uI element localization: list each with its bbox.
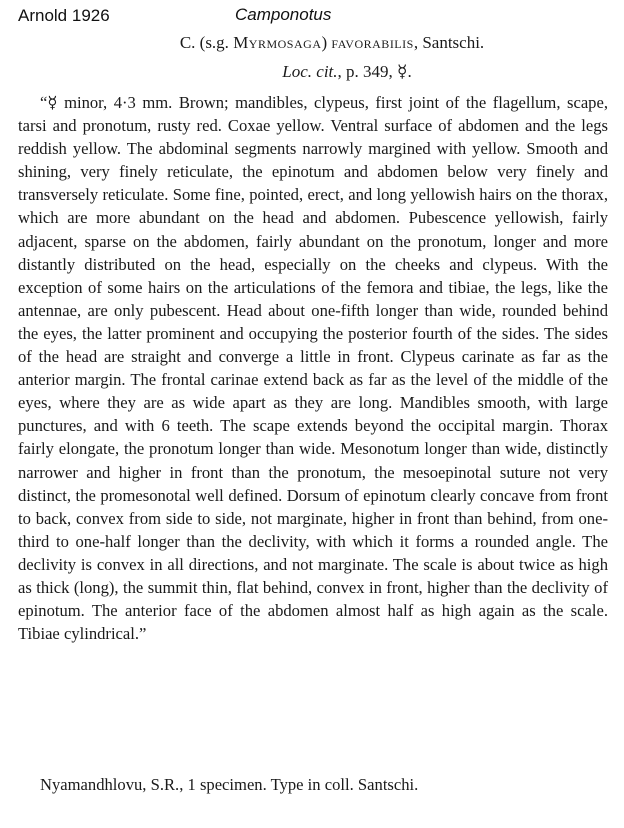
handwritten-header-note: Arnold 1926 (18, 6, 110, 25)
reference-loc-cit: Loc. cit. (282, 62, 338, 81)
species-author: , Santschi. (413, 33, 485, 52)
subgenus-name: Myrmosaga (233, 33, 322, 52)
species-name: favorabilis (331, 33, 414, 52)
species-prefix: C. (s.g. (179, 33, 234, 52)
reference-line (0, 62, 624, 82)
genus-heading: Camponotus (235, 5, 332, 24)
species-heading (0, 33, 624, 53)
reference-page: , p. 349, ☿. (337, 62, 412, 81)
locality-line: Nyamandhlovu, S.R., 1 specimen. Type in coll. Santschi. (40, 775, 419, 794)
species-mid: ) (321, 33, 332, 52)
description-paragraph: “☿ minor, 4·3 mm. Brown; mandibles, clypeus, first joint of the flagellum, scape, tarsi and pronotum, rusty red. Coxae yellow. Ventral surface of abdomen and the legs reddish yellow. The abdominal segments narrowly margined with yellow. Smooth and shining, very finely reticulate, the epinotum and abdomen below very finely and transversely reticulate. Some fine, pointed, erect, and long yellowish hairs on the thorax, which are more abundant on the head and abdomen. Pubescence yellowish, fairly adjacent, sparse on the abdomen, fairly abundant on the pronotum, longer and more distantly distributed on the head, especially on the cheeks and clypeus. With the exception of some hairs on the articulations of the femora and tibiae, the legs, like the antennae, are only pubescent. Head about one-fifth longer than wide, rounded behind the eyes, the latter prominent and occupying the posterior fourth of the sides. The sides of the head are straight and converge a little in front. Clypeus carinate as far as the anterior margin. The frontal carinae extend back as far as the level of the middle of the eyes, where they are as wide apart as they are long. Mandibles smooth, with large punctures, and with 6 teeth. The scape extends beyond the occipital margin. Thorax fairly elongate, the pronotum longer than wide. Mesonotum longer than wide, distinctly narrower and higher in front than the pronotum, the mesoepinotal suture not very distinct, the promesonotal well defined. Dorsum of epinotum clearly concave from front to back, convex from side to side, not marginate, higher in front than behind, from one-third to one-half longer than the declivity, with which it forms a rounded angle. The declivity is convex in all directions, and not marginate. The scale is about twice as high as thick (long), the summit thin, flat behind, convex in front, higher than the declivity of epinotum. The anterior face of the abdomen almost half as high again as the scale. Tibiae cylindrical.” (18, 93, 608, 644)
